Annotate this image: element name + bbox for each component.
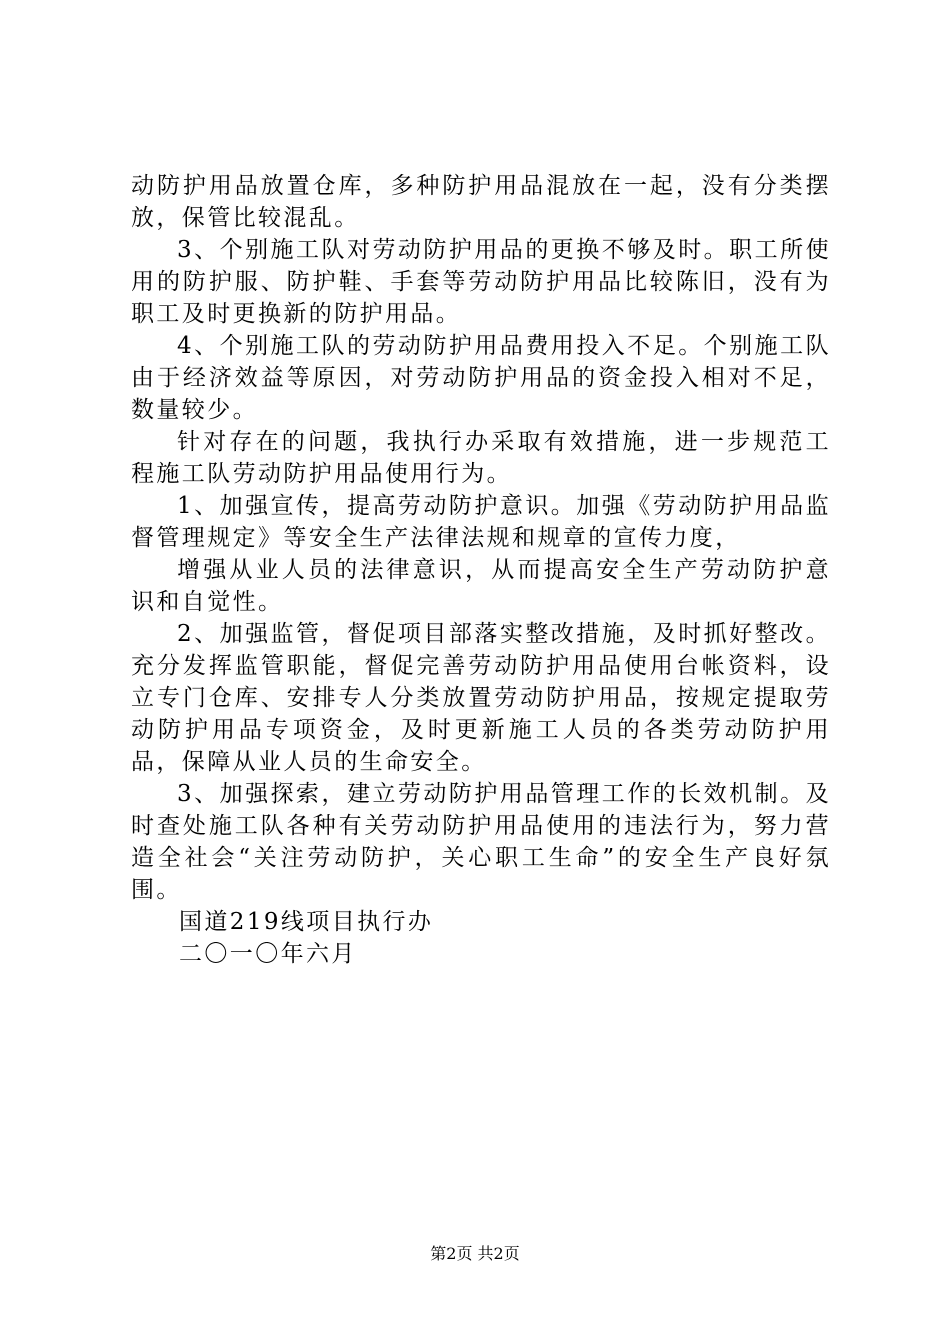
- paragraph-measure-2: 2、加强监管，督促项目部落实整改措施，及时抓好整改。充分发挥监管职能，督促完善劳动防护用品使用台帐资料，设立专门仓库、安排专人分类放置劳动防护用品，按规定提取劳动防护用品专项资金，及时更新施工人员的各类劳动防护用品，保障从业人员的生命安全。: [131, 621, 831, 775]
- paragraph-issue-3: 3、个别施工队对劳动防护用品的更换不够及时。职工所使用的防护服、防护鞋、手套等劳动防护用品比较陈旧，没有为职工及时更换新的防护用品。: [131, 237, 831, 327]
- paragraph-measure-3: 3、加强探索，建立劳动防护用品管理工作的长效机制。及时查处施工队各种有关劳动防护用品使用的违法行为，努力营造全社会“关注劳动防护，关心职工生命”的安全生产良好氛围。: [131, 781, 831, 903]
- paragraph-measures-intro: 针对存在的问题，我执行办采取有效措施，进一步规范工程施工队劳动防护用品使用行为。: [131, 429, 831, 487]
- paragraph-measure-1: 1、加强宣传，提高劳动防护意识。加强《劳动防护用品监督管理规定》等安全生产法律法规和规章的宣传力度，: [131, 493, 831, 551]
- page-footer: 第2页 共2页: [430, 1244, 520, 1263]
- signature-date: 二〇一〇年六月: [179, 941, 357, 967]
- signature-organization: 国道219线项目执行办: [179, 909, 434, 935]
- paragraph-issue-4: 4、个别施工队的劳动防护用品费用投入不足。个别施工队由于经济效益等原因，对劳动防护用品的资金投入相对不足，数量较少。: [131, 333, 831, 423]
- document-body: [131, 170, 831, 970]
- paragraph-measure-1-cont: 增强从业人员的法律意识，从而提高安全生产劳动防护意识和自觉性。: [131, 557, 831, 615]
- paragraph-continued: 动防护用品放置仓库，多种防护用品混放在一起，没有分类摆放，保管比较混乱。: [131, 173, 831, 231]
